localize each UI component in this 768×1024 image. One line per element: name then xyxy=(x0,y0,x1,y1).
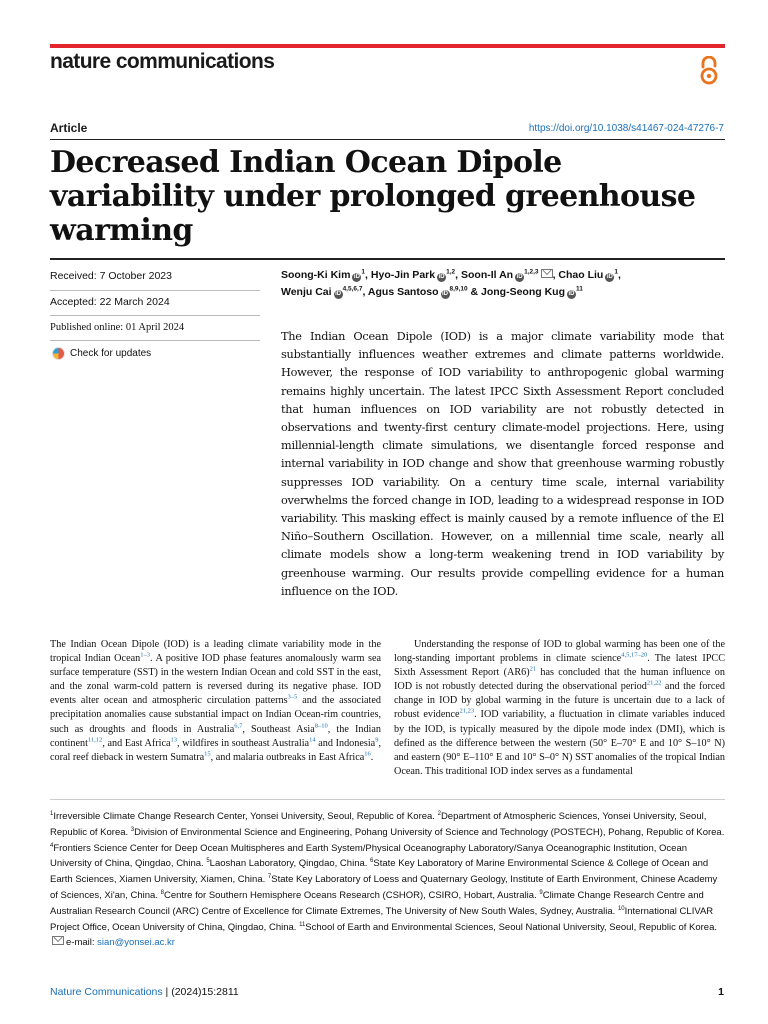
citation-ref: 8–10 xyxy=(314,722,328,730)
author-affiliation-ref: 11 xyxy=(576,285,583,293)
author-name[interactable]: Agus Santoso xyxy=(367,286,439,298)
affiliation-number: 2 xyxy=(437,810,441,817)
email-label: e-mail: xyxy=(66,937,98,949)
orcid-icon: iD xyxy=(353,274,360,280)
author-name[interactable]: Hyo-Jin Park xyxy=(370,269,436,281)
affiliation-number: 8 xyxy=(160,889,164,896)
citation-ref: 11,12 xyxy=(87,736,103,744)
received-date: Received: 7 October 2023 xyxy=(50,270,172,282)
footer-citation xyxy=(50,986,239,998)
footer-separator: | xyxy=(162,986,172,998)
citation-ref: 21 xyxy=(529,665,537,673)
orcid-icon: iD xyxy=(516,274,523,280)
orcid-icon: iD xyxy=(335,291,342,297)
abstract: The Indian Ocean Dipole (IOD) is a major climate variability mode that substantially influences weather extremes and climate patterns worldwide. However, the response of IOD variability to anthropogenic global warming remains highly uncertain. The latest IPCC Sixth Assessment Report concluded that human influences on IOD variability are not robustly detected in observations and twenty-first century climate-model projections. Here, using millennial-length climate simulations, we disentangle forced response and internal variability in IOD change and show that greenhouse warming robustly suppresses IOD variability. On a century time scale, internal variability overwhelms the forced change in IOD, leading to a widespread response in IOD variability. This masking effect is mainly caused by a remote influence of the El Niño–Southern Oscillation. However, on a millennial time scale, nearly all climate models show a long-term weakening trend in IOD variability by greenhouse warming. Our results provide compelling evidence for a human influence on the IOD. xyxy=(281,330,724,598)
author-name[interactable]: Soong-Ki Kim xyxy=(281,269,351,281)
author-affiliation-ref: 1 xyxy=(361,268,366,276)
meta-separator xyxy=(50,290,260,291)
affiliation-number: 4 xyxy=(50,842,54,849)
author-affiliation-ref: 1,2 xyxy=(446,268,456,276)
doi-link[interactable]: https://doi.org/10.1038/s41467-024-47276-7 xyxy=(528,123,724,134)
author-affiliation-ref: 1 xyxy=(614,268,618,276)
article-title: Decreased Indian Ocean Dipole variability under prolonged greenhouse warming xyxy=(50,145,696,248)
author-affiliation-ref: 1,2,3 xyxy=(524,268,539,276)
open-access-icon xyxy=(698,56,720,86)
page-number: 1 xyxy=(718,986,724,998)
meta-rule xyxy=(50,258,725,260)
author-name[interactable]: Chao Liu xyxy=(558,269,604,281)
citation-ref: 21,22 xyxy=(646,679,662,687)
affiliation-number: 10 xyxy=(617,905,625,912)
citation-ref: 3–5 xyxy=(287,693,298,701)
author-name[interactable]: Soon-Il An xyxy=(460,269,514,281)
citation-ref: 16 xyxy=(364,750,371,758)
orcid-icon: iD xyxy=(442,291,448,297)
author-name[interactable]: Jong-Seong Kug xyxy=(481,286,565,298)
email-envelope-icon xyxy=(52,936,64,945)
meta-separator xyxy=(50,340,260,341)
citation-ref: 14 xyxy=(309,736,316,744)
orcid-icon: iD xyxy=(606,274,613,280)
footer-volume: (2024)15:2811 xyxy=(171,986,239,998)
journal-name[interactable]: nature communications xyxy=(50,50,275,73)
footer-journal-name[interactable]: Nature Communications xyxy=(50,986,163,998)
affiliation-number: 3 xyxy=(130,826,135,833)
author-affiliation-ref: 4,5,6,7 xyxy=(342,285,363,293)
corresponding-email-link[interactable]: sian@yonsei.ac.kr xyxy=(97,937,175,949)
orcid-icon: iD xyxy=(568,291,575,297)
check-for-updates-button[interactable] xyxy=(52,347,151,360)
title-rule xyxy=(50,139,725,140)
affiliation-number: 5 xyxy=(206,858,210,865)
crossmark-icon xyxy=(52,347,65,360)
body-column-1: The Indian Ocean Dipole (IOD) is a leading climate variability mode in the tropical Indian Ocean$^{1-3}$. A positive IOD phase features anomalously warm sea surface temperature (SST) in the western Indian Ocean and cold SST in the east, and the zonal warm-cold pattern is reversed during its negative phase. IOD events alter ocean and atmospheric circulation patterns$^{3-5}$ and the associated precipitation anomalies cause substantial impact on Indian Ocean-rim countries, such as droughts and floods in Australia$^{6,7}$, Southeast Asia$^{8-10}$, the Indian continent$^{11,12}$, and East Africa$^{13}$, wildfires in southeast Australia$^{14}$ and Indonesia$^9$, coral reef dieback in western Sumatra$^{15}$, and malaria outbreaks in East Africa$^{16}$. xyxy=(50,639,381,763)
meta-separator xyxy=(50,315,260,316)
article-type-label: Article xyxy=(50,121,88,135)
citation-ref: 4,5,17–20 xyxy=(621,651,648,659)
citation-ref: 13 xyxy=(170,736,178,744)
published-date: Published online: 01 April 2024 xyxy=(50,322,185,333)
email-envelope-icon xyxy=(541,269,553,278)
citation-ref: 15 xyxy=(204,750,211,758)
accepted-date: Accepted: 22 March 2024 xyxy=(50,296,170,308)
citation-ref: 9 xyxy=(375,736,379,744)
author-affiliation-ref: 8,9,10 xyxy=(449,285,468,293)
check-for-updates-label: Check for updates xyxy=(70,348,152,359)
affiliation-number: 9 xyxy=(539,889,543,896)
author-list: Soong-Ki Kim $iD^1$, Hyo-Jin Park iD$^{1,2}$, Soon-Il An iD$^{1,2,3}$ , Chao Liu $iD^1$, Wenju Cai iD$^{4,5,6,7}$, Agus Santoso iD$^{8,9,10}$ & Jong-Seong Kug $iD^{11}$ xyxy=(281,268,621,298)
affiliation-number: 11 xyxy=(299,921,306,928)
affiliation-number: 7 xyxy=(267,874,272,881)
affiliations: $^1$Irreversible Climate Change Research Center, Yonsei University, Seoul, Republic of Korea. $^2$Department of Atmospheric Sciences, Yonsei University, Seoul, Republic of Korea. $^3$Division of Environmental Science and Engineering, Pohang University of Science and Technology (POSTECH), Pohang, Republic of Korea. $^4$Frontiers Science Center for Deep Ocean Multispheres and Earth System/Physical Oceanography Laboratory/Sanya Oceanographic Institution, Ocean University of China, Qingdao, China. $^5$Laoshan Laboratory, Qingdao, China. $^6$State Key Laboratory of Marine Environmental Science & College of Ocean and Earth Sciences, Xiamen University, Xiamen, China. $^7$State Key Laboratory of Loess and Quaternary Geology, Institute of Earth Environment, Chinese Academy of Sciences, Xi'an, China. $^8$Centre for Southern Hemisphere Oceans Research (CSHOR), CSIRO, Hobart, Australia. $^9$Climate Change Research Centre and Australian Research Council (ARC) Centre of Excellence for Climate Extremes, The University of New South Wales, Sydney, Australia. $^{10}$International CLIVAR Project Office, Ocean University of China, Qingdao, China. $^{11}$School of Earth and Environmental Sciences, Seoul National University, Seoul, Republic of Korea. e-mail: sian@yonsei.ac.kr xyxy=(50,810,725,949)
citation-ref: 6,7 xyxy=(234,722,243,730)
citation-ref: 1–3 xyxy=(140,651,150,659)
affiliations-rule xyxy=(50,799,725,800)
body-column-2: Understanding the response of IOD to global warming has been one of the long-standing important problems in climate science$^{4,5,17-20}$. The latest IPCC Sixth Assessment Report $(AR6)^{21}$ has concluded that the human influence on IOD is not robustly detected during the observational period$^{21,22}$ and the forced change in IOD by global warming in the future is uncertain due to a lack of robust evidence$^{21,23}$. IOD variability, a fluctuation in climate variables induced by the IOD, is typically measured by the dipole mode index (DMI), which is defined as the difference between the western (50° E–70° E and 10° S–10° N) and eastern (90° E–110° E and 10° S–0° N) SST anomalies of the tropical Indian Ocean. This traditional IOD index serves as a fundamental xyxy=(394,639,726,777)
affiliation-number: 6 xyxy=(370,858,374,865)
citation-ref: 21,23 xyxy=(459,708,475,716)
header-accent-bar xyxy=(50,44,725,48)
affiliation-number: 1 xyxy=(50,810,54,817)
author-name[interactable]: Wenju Cai xyxy=(281,286,332,298)
orcid-icon: iD xyxy=(438,274,445,280)
